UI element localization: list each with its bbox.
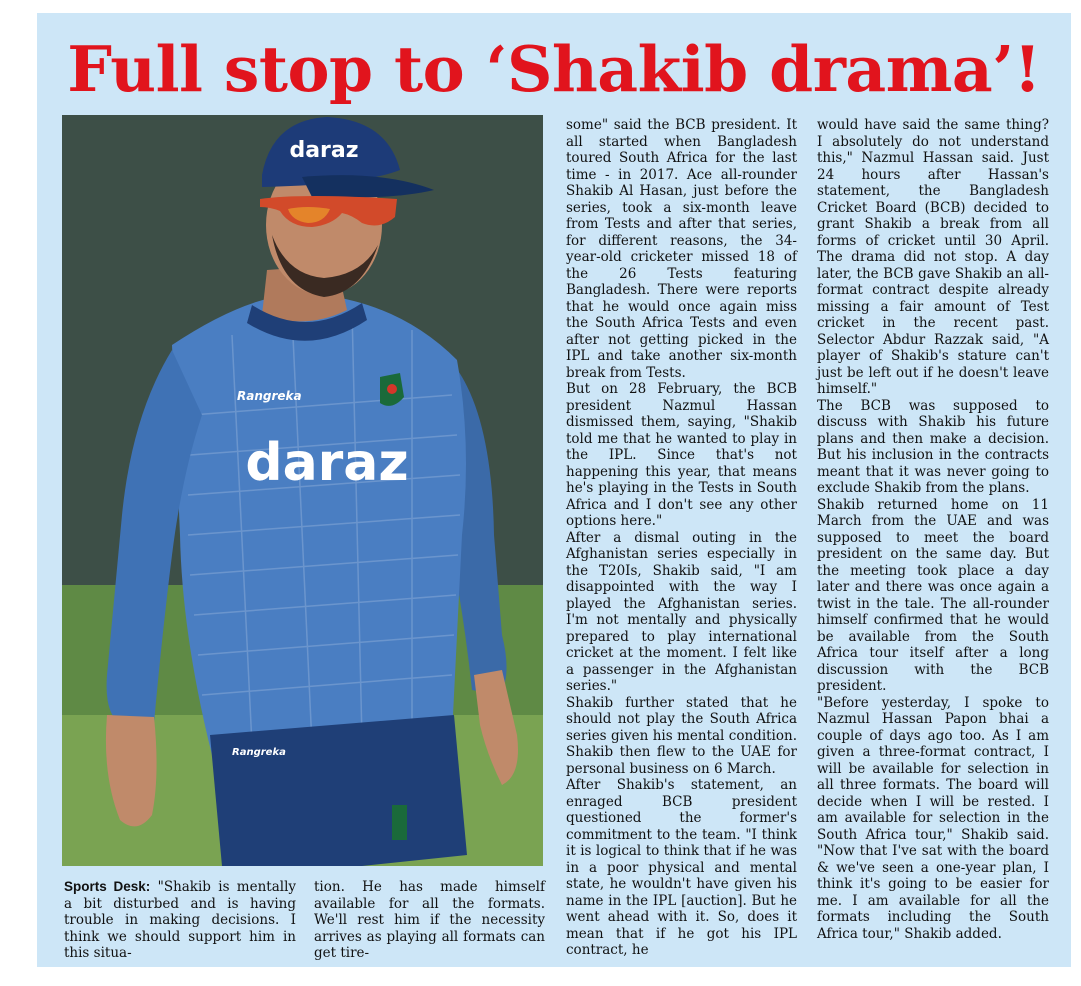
article-text: "Shakib is mentally a bit disturbed and is having trouble in making decisions. I think we should support him in this situa- [64,879,297,961]
article-column-3 [566,117,797,959]
article-paragraph: Shakib further stated that he should not play the South Africa series given his mental condition. Shakib then flew to the UAE for personal business on 6 March. [566,694,797,777]
article-column-4 [817,117,1049,942]
article-paragraph: tion. He has made himself available for all the formats. We'll rest him if the necessity arrives as playing all formats can get tire- [314,879,545,961]
player-photo [62,115,543,866]
article-paragraph: "Before yesterday, I spoke to Nazmul Hassan Papon bhai a couple of days ago too. As I am given a three-format contract, I will be available for selection in all three formats. The board will decide when I will be rested. I am available for selection in the South Africa tour," Shakib said. "Now that I've sat with the board & we've seen a one-year plan, I think it's going to be easier for me. I am available for all the formats including the South Africa tour," Shakib added. [817,694,1049,942]
article-column-2 [314,879,545,962]
byline: Sports Desk: [64,879,151,894]
headline: Full stop to ‘Shakib drama’! [67,32,1041,106]
article-paragraph: would have said the same thing? I absolutely do not understand this," Nazmul Hassan said. Just 24 hours after Hassan's statement, the Bangladesh Cricket Board (BCB) decided to grant Shakib a break from all forms of cricket until 30 April. The drama did not stop. A day later, the BCB gave Shakib an all-format contract despite already missing a fair amount of Test cricket in the recent past. Selector Abdur Razzak said, "A player of Shakib's stature can't just be left out if he doesn't leave himself." [817,117,1049,397]
cap-logo: daraz [289,138,359,163]
article-paragraph: some" said the BCB president. It all started when Bangladesh toured South Africa for the last time - in 2017. Ace all-rounder Shakib Al Hasan, just before the series, took a six-month leave from Tests and after that series, for different reasons, the 34-year-old cricketer missed 18 of the 26 Tests featuring Bangladesh. There were reports that he would once again miss the South Africa Tests and even after not getting picked in the IPL and take another six-month break from Tests. [566,117,797,381]
article-column-1 [64,879,296,962]
article-paragraph [64,879,296,962]
article-paragraph: The BCB was supposed to discuss with Shakib his future plans and then make a decision. But his inclusion in the contracts meant that it was never going to exclude Shakib from the plans. [817,397,1049,496]
article-panel [37,13,1071,967]
article-paragraph: But on 28 February, the BCB president Nazmul Hassan dismissed them, saying, "Shakib told me that he wanted to play in the IPL. Since that's not happening this year, that means he's playing in the Tests in South Africa and I don't see any other options here." [566,381,797,529]
article-paragraph: Shakib returned home on 11 March from the UAE and was supposed to meet the board president on the same day. But the meeting took place a day later and there was once again a twist in the tale. The all-rounder himself confirmed that he would be available from the South Africa tour itself after a long discussion with the BCB president. [817,496,1049,694]
jersey-sponsor-logo: daraz [245,433,409,493]
svg-text:Rangreka: Rangreka [232,747,286,758]
player-illustration [62,115,543,866]
article-paragraph: After Shakib's statement, an enraged BCB president questioned the former's commitment to the team. "I think it is logical to think that if he was in a poor physical and mental state, he wouldn't have given his name in the IPL [auction]. But he went ahead with it. So, does it mean that if he got his IPL contract, he [566,777,797,958]
jersey-brand-mark: Rangreka [237,389,302,403]
article-paragraph: After a dismal outing in the Afghanistan series especially in the T20Is, Shakib said, "I am disappointed with the way I played the Afghanistan series. I'm not mentally and physically prepared to play international cricket at the moment. I felt like a passenger in the Afghanistan series." [566,529,797,694]
